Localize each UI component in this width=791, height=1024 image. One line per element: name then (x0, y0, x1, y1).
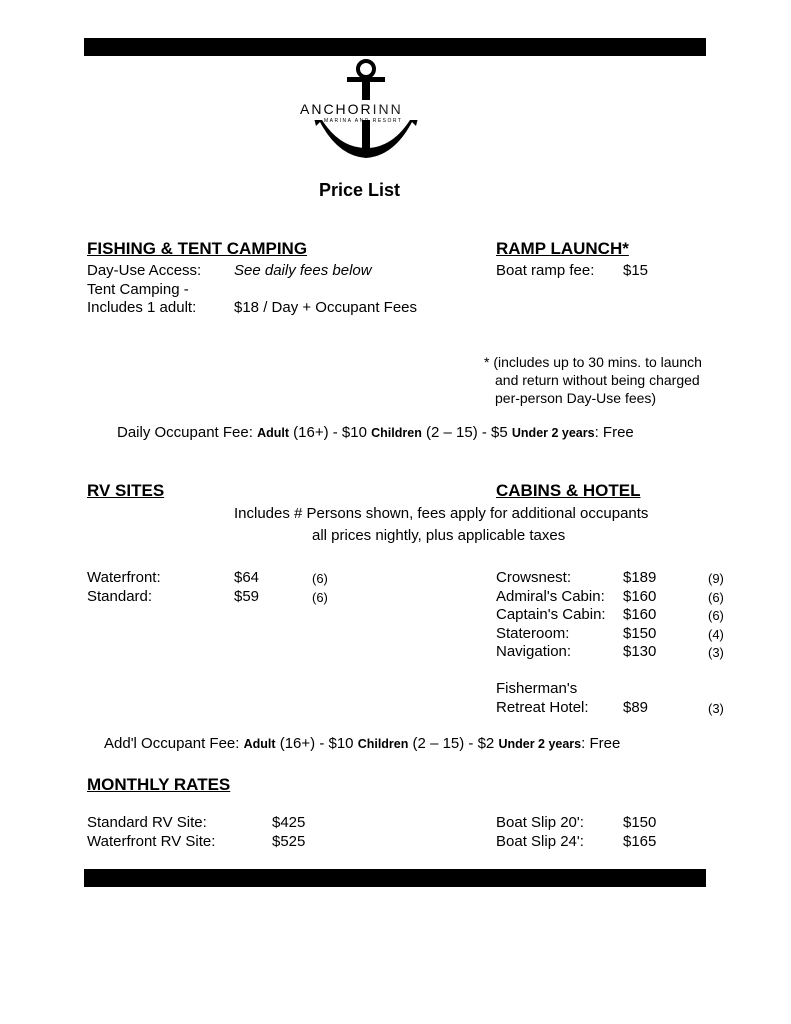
hotel-persons: (3) (708, 701, 724, 716)
cabin-row-persons: (4) (708, 627, 724, 642)
daily-fee-under-label: Under 2 years (511, 426, 595, 440)
rv-waterfront-price: $64 (234, 569, 260, 586)
daily-fee-prefix: Daily Occupant Fee: (117, 424, 258, 441)
cabins-heading: CABINS & HOTEL (496, 481, 641, 500)
fishing-heading: FISHING & TENT CAMPING (87, 239, 308, 258)
logo-name-inn: INN (372, 101, 403, 117)
rv-waterfront-persons: (6) (312, 571, 328, 586)
addl-occupant-fee (104, 735, 620, 753)
addl-fee-under-label: Under 2 years (498, 737, 582, 751)
monthly-rates-heading: MONTHLY RATES (87, 775, 231, 794)
ramp-note-line-3: per-person Day-Use fees) (495, 390, 657, 406)
monthly-standard-rv-price: $425 (272, 814, 306, 831)
top-divider-bar (84, 38, 706, 56)
cabin-row-price: $150 (623, 625, 657, 642)
monthly-waterfront-rv-price: $525 (272, 833, 306, 850)
monthly-boat-slip-24-price: $165 (623, 833, 657, 850)
ramp-heading: RAMP LAUNCH* (496, 239, 629, 258)
monthly-standard-rv-label: Standard RV Site: (87, 814, 207, 831)
cabin-row-persons: (9) (708, 571, 724, 586)
addl-fee-children-text: (2 – 15) - $2 (408, 735, 499, 752)
logo-tagline: MARINA AND RESORT (324, 118, 403, 124)
cabin-row-label: Navigation: (496, 643, 572, 660)
anchor-ring-icon (358, 61, 374, 77)
svg-text:ANCHORINN (300, 101, 403, 117)
ramp-note-line-2: and return without being charged (495, 372, 700, 388)
cabin-row-persons: (3) (708, 645, 724, 660)
tent-includes-label: Includes 1 adult: (87, 299, 197, 316)
addl-fee-under-text: : Free (581, 735, 621, 752)
rv-standard-label: Standard: (87, 588, 153, 605)
anchor-inn-logo (280, 56, 460, 166)
hotel-price: $89 (623, 699, 649, 716)
daily-fee-children-label: Children (371, 426, 422, 440)
includes-note-line-1: Includes # Persons shown, fees apply for additional occupants (234, 505, 649, 522)
daily-fee-adult-text: (16+) - $10 (289, 424, 372, 441)
cabin-row-label: Admiral's Cabin: (496, 588, 605, 605)
daily-fee-children-text: (2 – 15) - $5 (421, 424, 512, 441)
ramp-note-line-1: * (includes up to 30 mins. to launch (484, 354, 702, 370)
day-use-label: Day-Use Access: (87, 262, 202, 279)
monthly-boat-slip-24-label: Boat Slip 24': (496, 833, 584, 850)
daily-occupant-fee (117, 424, 634, 442)
rv-standard-price: $59 (234, 588, 260, 605)
tent-camping-label: Tent Camping - (87, 281, 189, 298)
page-title: Price List (319, 180, 401, 200)
logo-name-anchor: ANCHOR (300, 101, 373, 117)
cabin-row-price: $160 (623, 606, 657, 623)
cabin-row-label: Crowsnest: (496, 569, 572, 586)
daily-fee-adult-label: Adult (257, 426, 289, 440)
day-use-value: See daily fees below (234, 262, 372, 279)
rv-waterfront-label: Waterfront: (87, 569, 161, 586)
cabin-row-price: $130 (623, 643, 657, 660)
cabin-row-persons: (6) (708, 608, 724, 623)
ramp-fee-label: Boat ramp fee: (496, 262, 595, 279)
monthly-boat-slip-20-label: Boat Slip 20': (496, 814, 584, 831)
tent-camping-value: $18 / Day + Occupant Fees (234, 299, 418, 316)
cabin-row-label: Stateroom: (496, 625, 570, 642)
addl-fee-adult-text: (16+) - $10 (275, 735, 358, 752)
ramp-fee-value: $15 (623, 262, 649, 279)
addl-fee-prefix: Add'l Occupant Fee: (104, 735, 244, 752)
cabin-row-price: $160 (623, 588, 657, 605)
addl-fee-children-label: Children (357, 737, 409, 751)
daily-fee-under-text: : Free (594, 424, 634, 441)
addl-fee-adult-label: Adult (243, 737, 276, 751)
cabin-row-label: Captain's Cabin: (496, 606, 606, 623)
monthly-waterfront-rv-label: Waterfront RV Site: (87, 833, 216, 850)
hotel-label-line-1: Fisherman's (496, 680, 578, 697)
bottom-divider-bar (84, 869, 706, 887)
includes-note-line-2: all prices nightly, plus applicable taxes (312, 527, 566, 544)
cabin-row-price: $189 (623, 569, 657, 586)
monthly-boat-slip-20-price: $150 (623, 814, 657, 831)
hotel-label-line-2: Retreat Hotel: (496, 699, 589, 716)
rv-standard-persons: (6) (312, 590, 328, 605)
rv-sites-heading: RV SITES (87, 481, 165, 500)
cabin-row-persons: (6) (708, 590, 724, 605)
